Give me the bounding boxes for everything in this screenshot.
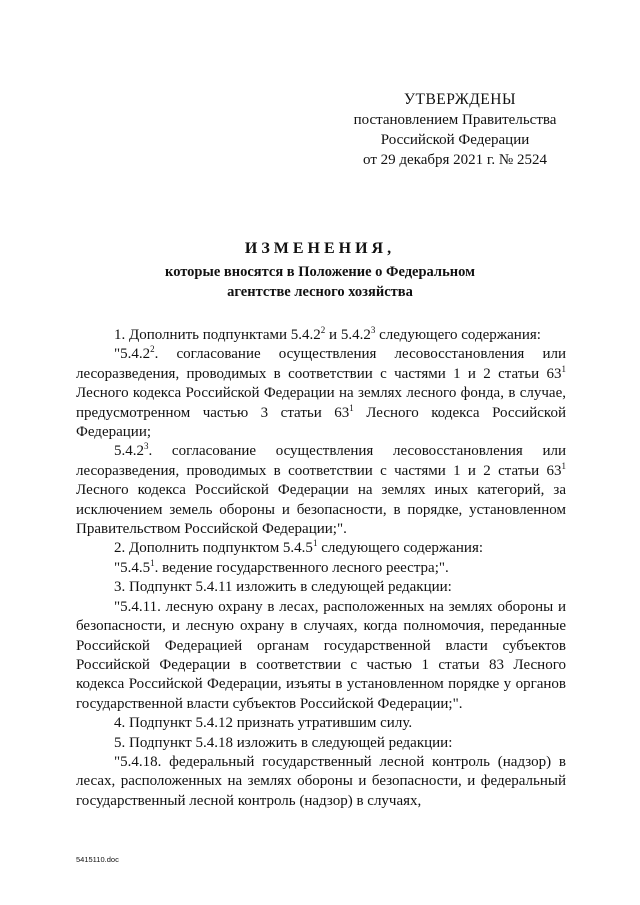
paragraph-item-4: 4. Подпункт 5.4.12 признать утратившим силу. [114, 715, 413, 732]
document-body [76, 326, 566, 811]
paragraph-item-1: 1. Дополнить подпунктами 5.4.2$^2$ и 5.4.2$^3$ следующего содержания: [114, 325, 541, 343]
paragraph-item-3: 3. Подпункт 5.4.11 изложить в следующей редакции: [114, 579, 452, 596]
approval-line: Российской Федерации [380, 132, 530, 148]
subtitle-line: агентстве лесного хозяйства [227, 284, 413, 300]
paragraph-item-2: 2. Дополнить подпунктом 5.4.5$^1$ следующего содержания: [114, 538, 484, 557]
paragraph-5-4-18: "5.4.18. федеральный государственный лесной контроль (надзор) в лесах, расположенных на землях обороны и безопасности, и федеральный государственный лесной контроль (надзор) в случаях, [76, 753, 566, 809]
paragraph-5-4-2-3: 5.4.2$^3$. согласование осуществления лесовосстановления или лесоразведения, проводимых в соответствии с частями 1 и 2 статьи $63^1$ Лесного кодекса Российской Федерации на землях иных категорий, за исключением земель обороны и безопасности, в порядке, установленном Правительством Российской Федерации;". [76, 441, 566, 538]
approval-line: постановлением Правительства [353, 112, 557, 128]
file-name-footer: 5415110.doc [76, 855, 119, 864]
document-title: ИЗМЕНЕНИЯ, [244, 240, 396, 257]
paragraph-5-4-2-2: "5.4.2$^2$. согласование осуществления лесовосстановления или лесоразведения, проводимых в соответствии с частями 1 и 2 статьи $63^1$ Лесного кодекса Российской Федерации на землях лесного фонда, в случае, предусмотренном частью 3 статьи $63^1$ Лесного кодекса Российской Федерации; [76, 344, 566, 441]
paragraph-5-4-5-1: "5.4.5$^1$. ведение государственного лесного реестра;". [114, 557, 449, 576]
subtitle-line: которые вносятся в Положение о Федеральном [165, 264, 475, 280]
paragraph-item-5: 5. Подпункт 5.4.18 изложить в следующей редакции: [114, 734, 453, 751]
approval-date-number: от 29 декабря 2021 г. № 2524 [363, 152, 547, 168]
approval-stamp: УТВЕРЖДЕНЫ [404, 91, 516, 108]
paragraph-5-4-11: "5.4.11. лесную охрану в лесах, расположенных на землях обороны и безопасности, и лесную охрану в случаях, когда полномочия, переданные Российской Федерацией органам государственной власти субъектов Российской Федерации в соответствии с частью 1 статьи 83 Лесного кодекса Российской Федерации, изъяты в установленном порядке у органов государственной власти субъектов Российской Федерации;". [76, 598, 566, 712]
approval-block [340, 90, 570, 170]
document-subtitle [0, 262, 640, 302]
